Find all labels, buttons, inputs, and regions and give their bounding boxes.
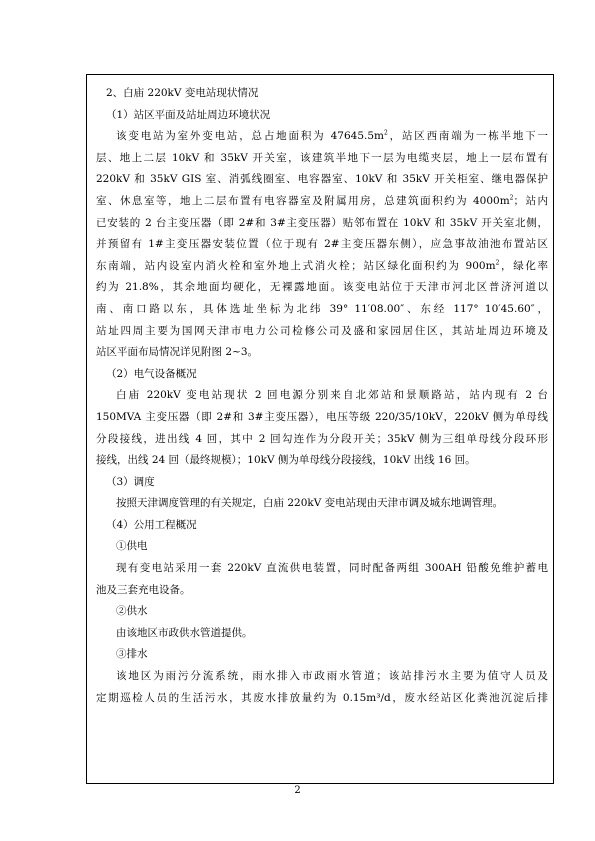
paragraph-line: 该变电站为室外变电站，总占地面积为 $47645.5m^2$，站区西南端为一栋半地下一 bbox=[116, 129, 548, 143]
paragraph-line: 按照天津调度管理的有关规定，白庙 220kV 变电站现由天津市调及城东地调管理。 bbox=[116, 497, 504, 510]
paragraph-line: 池及三套充电设备。 bbox=[96, 583, 191, 596]
paragraph-line: 约为 21.8%，其余地面均硬化，无裸露地面。该变电站位于天津市河北区普济河道以 bbox=[96, 281, 548, 294]
section-heading: 2、白庙 220kV 变电站现状情况 bbox=[106, 87, 259, 99]
subsection-title: （1）站区平面及站址周边环境状况 bbox=[106, 108, 271, 121]
item-title: ①供电 bbox=[116, 540, 148, 553]
paragraph-line: 已安装的 2 台主变压器（即 2#和 3#主变压器）贴邻布置在 10kV 和 35kV 开关室北侧， bbox=[96, 216, 548, 229]
item-title: ②供水 bbox=[116, 605, 148, 618]
paragraph-line: 层、地上二层 10kV 和 35kV 开关室，该建筑半地下一层为电缆夹层，地上一层布置有 bbox=[96, 151, 548, 164]
subsection-title: （4）公用工程概况 bbox=[106, 518, 197, 531]
document-body bbox=[96, 83, 548, 709]
paragraph-line: 由该地区市政供水管道提供。 bbox=[116, 626, 253, 639]
paragraph-line: 白庙 220kV 变电站现状 2 回电源分别来自北郊站和景顺路站，站内现有 2 台 bbox=[116, 389, 548, 402]
subsection-title: （3）调度 bbox=[106, 475, 155, 488]
paragraph-line: 定期巡检人员的生活污水，其废水排放量约为 0.15m³/d，废水经站区化粪池沉淀后排 bbox=[96, 691, 548, 704]
paragraph-line: 分段接线，进出线 4 回，其中 2 回勾连作为分段开关；35kV 侧为三组单母线分段环形 bbox=[96, 432, 548, 445]
paragraph-line: 150MVA 主变压器（即 2#和 3#主变压器），电压等级 220/35/10kV，220kV 侧为单母线 bbox=[96, 410, 548, 423]
page-number: 2 bbox=[294, 785, 301, 796]
paragraph-line: 接线，出线 24 回（最终规模）；10kV 侧为单母线分段接线，10kV 出线 16 回。 bbox=[96, 454, 476, 467]
paragraph-line: 站址四周主要为国网天津市电力公司检修公司及盛和家园居住区，其站址周边环境及 bbox=[96, 324, 548, 337]
subsection-title: （2）电气设备概况 bbox=[106, 367, 197, 380]
item-title: ③排水 bbox=[116, 648, 148, 661]
paragraph-line: 东南端，站内设室内消火栓和室外地上式消火栓；站区绿化面积约为 $900m^2$，绿化率 bbox=[96, 259, 548, 272]
paragraph-line: 南、南口路以东，具体选址坐标为北纬 39° 11′08.00″、东经 117° 10′45.60″， bbox=[96, 302, 548, 315]
paragraph-line: 并预留有 1#主变压器安装位置（位于现有 2#主变压器东侧），应急事故油池布置站区 bbox=[96, 238, 548, 251]
paragraph-line: 220kV 和 35kV GIS 室、消弧线圈室、电容器室、10kV 和 35kV 开关柜室、继电器保护 bbox=[96, 173, 548, 186]
paragraph-line: 现有变电站采用一套 220kV 直流供电装置，同时配备两组 300AH 铅酸免维护蓄电 bbox=[116, 562, 548, 575]
paragraph-line: 室、休息室等，地上二层布置有电容器室及附属用房，总建筑面积约为 $4000m^2$；站内 bbox=[96, 194, 548, 207]
paragraph-line: 站区平面布局情况详见附图 2~3。 bbox=[96, 346, 258, 359]
paragraph-line: 该地区为雨污分流系统，雨水排入市政雨水管道；该站排污水主要为值守人员及 bbox=[116, 670, 548, 683]
